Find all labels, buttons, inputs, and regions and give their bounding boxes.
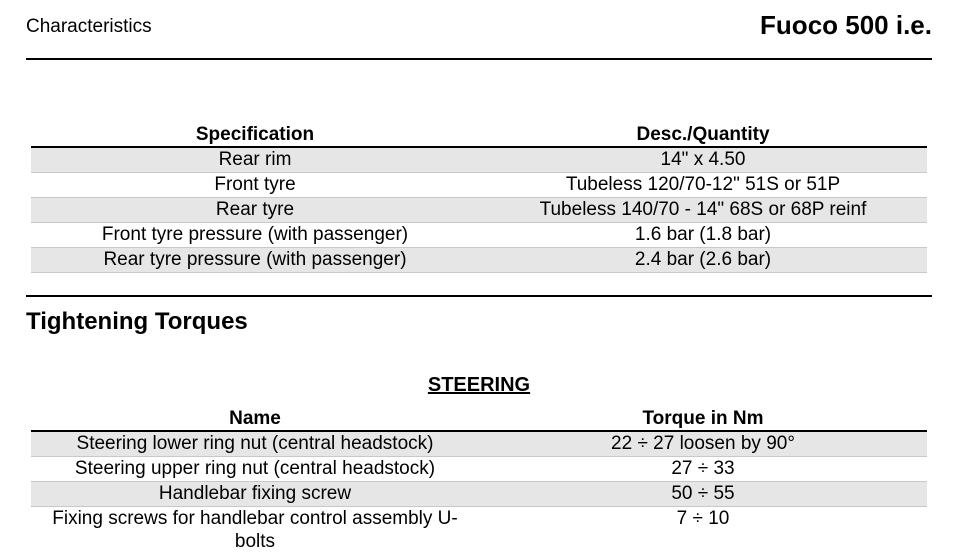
table-cell: Tubeless 120/70-12" 51S or 51P <box>479 173 927 198</box>
table-row <box>31 147 927 173</box>
table-row <box>31 248 927 273</box>
table-row <box>31 482 927 507</box>
table-cell: 14" x 4.50 <box>479 147 927 173</box>
column-header-specification: Specification <box>31 122 479 147</box>
header-section-label: Characteristics <box>26 16 152 37</box>
column-header-torque: Torque in Nm <box>479 406 927 431</box>
steering-subheading: STEERING <box>427 374 531 396</box>
table-cell: Rear rim <box>31 147 479 173</box>
table-cell: Handlebar fixing screw <box>31 482 479 507</box>
table-cell: 7 ÷ 10 <box>676 508 730 529</box>
table-cell: Steering lower ring nut (central headstock) <box>31 431 479 457</box>
table-row <box>31 507 927 554</box>
header-model-title: Fuoco 500 i.e. <box>760 10 932 40</box>
column-header-desc-quantity: Desc./Quantity <box>479 122 927 147</box>
specification-table <box>31 122 927 273</box>
table-cell: Rear tyre <box>31 198 479 223</box>
table-cell: Steering upper ring nut (central headstock) <box>31 457 479 482</box>
wrapped-cell-text: Fixing screws for handlebar control assembly U-bolts <box>52 508 458 552</box>
section-title: Tightening Torques <box>26 308 248 335</box>
table-cell: Rear tyre pressure (with passenger) <box>31 248 479 273</box>
table-cell: 27 ÷ 33 <box>479 457 927 482</box>
table-row <box>31 173 927 198</box>
table-row <box>31 223 927 248</box>
table-cell: Front tyre <box>31 173 479 198</box>
table-row <box>31 431 927 457</box>
section-divider <box>26 295 932 297</box>
table-cell: 22 ÷ 27 loosen by 90° <box>479 431 927 457</box>
table-row <box>31 457 927 482</box>
table-header-row <box>31 122 927 147</box>
table-cell <box>31 507 479 554</box>
table-cell: 1.6 bar (1.8 bar) <box>479 223 927 248</box>
table-header-row <box>31 406 927 431</box>
column-header-name: Name <box>31 406 479 431</box>
torque-table <box>31 406 927 553</box>
header-divider <box>26 58 932 60</box>
table-cell: Tubeless 140/70 - 14" 68S or 68P reinf <box>479 198 927 223</box>
table-cell: 50 ÷ 55 <box>479 482 927 507</box>
table-cell: 2.4 bar (2.6 bar) <box>479 248 927 273</box>
table-cell: Front tyre pressure (with passenger) <box>31 223 479 248</box>
table-row <box>31 198 927 223</box>
